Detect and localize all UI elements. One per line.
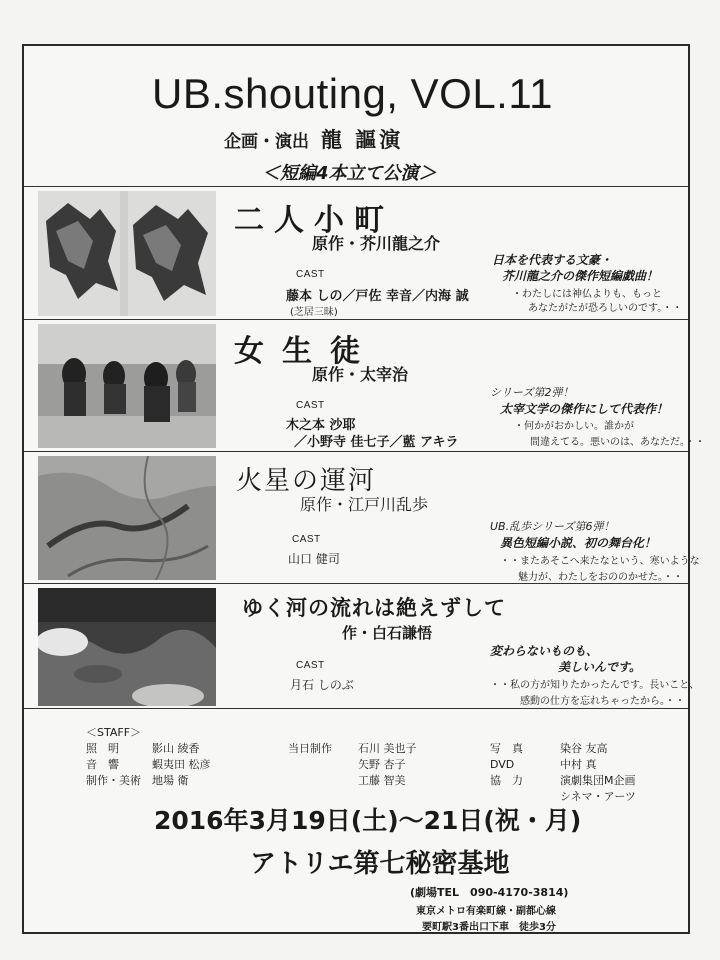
tagline-1a: 日本を代表する文豪・ — [492, 253, 613, 267]
quote-2a: ・何かがおかしい。誰かが — [514, 421, 634, 432]
train-line: 東京メトロ有楽町線・副都心線 — [416, 906, 556, 917]
cast-names-2b: ／小野寺 佳七子／藍 アキラ — [294, 435, 459, 450]
play-author-3: 原作・江戸川乱歩 — [300, 495, 429, 514]
play-author-2: 原作・太宰治 — [312, 365, 409, 384]
staff-row: DVD 中村 真 — [490, 758, 597, 771]
staff-row: シネマ・アーツ — [560, 790, 636, 803]
play-section-3 — [24, 451, 700, 584]
cast-names-2a: 木之本 沙耶 — [286, 418, 356, 433]
event-venue: アトリエ第七秘密基地 — [250, 849, 510, 879]
tagline-3a: UB.乱歩シリーズ第6弾！ — [490, 520, 615, 533]
cast-names-4: 月石 しのぶ — [290, 678, 354, 692]
staff-heading: ＜STAFF＞ — [86, 726, 142, 739]
director-name: 龍 謳演 — [321, 128, 404, 152]
cast-label-3: CAST — [292, 534, 321, 545]
director-credit — [224, 124, 403, 154]
quote-1a: ・わたしには神仏よりも、もっと — [512, 289, 662, 300]
quote-2b: 間違えてる。悪いのは、あなただ。・・ — [530, 437, 705, 448]
credit-label: 企画・演出 — [224, 132, 309, 152]
play-photo-2 — [38, 324, 216, 448]
quote-3a: ・・またあそこへ来たなという、寒いような — [500, 556, 700, 567]
event-date: 2016年3月19日(土)～21日(祝・月) — [154, 806, 582, 835]
play-author-1: 原作・芥川龍之介 — [312, 234, 441, 253]
tagline-2a: シリーズ第2弾！ — [490, 386, 574, 399]
program-subtitle: ＜短編4本立て公演＞ — [262, 163, 437, 184]
play-title-3: 火星の運河 — [236, 466, 377, 496]
play-section-2 — [24, 319, 705, 452]
flyer-frame — [22, 44, 705, 934]
quote-1b: あなたがたが恐ろしいのです。・・ — [528, 303, 683, 314]
cast-label-4: CAST — [296, 660, 325, 671]
staff-name: 石川 美也子 — [358, 742, 417, 755]
staff-name: 矢野 杏子 — [358, 758, 406, 771]
tagline-2b: 太宰文学の傑作にして代表作！ — [500, 402, 669, 416]
staff-row: 制作・美術 地場 衛 — [86, 774, 189, 787]
theater-tel: (劇場TEL 090-4170-3814) — [410, 886, 569, 899]
play-title-2: 女生徒 — [234, 334, 378, 369]
tagline-4b: 美しいんです。 — [558, 660, 642, 674]
play-section-4 — [24, 583, 700, 709]
staff-name: 工藤 智美 — [358, 774, 406, 787]
quote-3b: 魅力が、わたしをおののかせた。・・ — [518, 572, 683, 583]
quote-4b: 感動の仕方を忘れちゃったから。・・ — [520, 696, 685, 707]
staff-row: 音 響 蝦夷田 松彦 — [86, 758, 211, 771]
play-title-1: 二人小町 — [234, 203, 394, 238]
play-title-4: ゆく河の流れは絶えずして — [242, 596, 506, 620]
play-photo-3 — [38, 456, 216, 580]
play-photo-4 — [38, 588, 216, 706]
staff-divider — [24, 708, 688, 709]
cast-note-1: (芝居三昧) — [290, 307, 338, 318]
cast-label-1: CAST — [296, 269, 325, 280]
staff-role-label: 当日制作 — [288, 742, 332, 755]
station-access: 要町駅3番出口下車 徒歩3分 — [422, 922, 556, 933]
cast-label-2: CAST — [296, 400, 325, 411]
play-section-1 — [24, 186, 688, 320]
cast-names-1: 藤本 しの／戸佐 幸音／内海 誠 — [286, 289, 469, 304]
tagline-1b: 芥川龍之介の傑作短編戯曲！ — [502, 269, 659, 283]
play-author-4: 作・白石謙悟 — [342, 624, 433, 642]
event-title: UB.shouting, VOL.11 — [152, 70, 553, 117]
tagline-3b: 異色短編小説、初の舞台化！ — [500, 536, 657, 550]
tagline-4a: 変わらないものも、 — [490, 644, 599, 658]
play-photo-1 — [38, 191, 216, 316]
staff-row: 写 真 染谷 友高 — [490, 742, 608, 755]
cast-names-3: 山口 健司 — [288, 552, 340, 566]
staff-row: 照 明 影山 綾香 — [86, 742, 200, 755]
quote-4a: ・・私の方が知りたかったんです。長いこと、 — [490, 680, 700, 691]
staff-row: 協 力 演劇集団M企画 — [490, 774, 636, 787]
